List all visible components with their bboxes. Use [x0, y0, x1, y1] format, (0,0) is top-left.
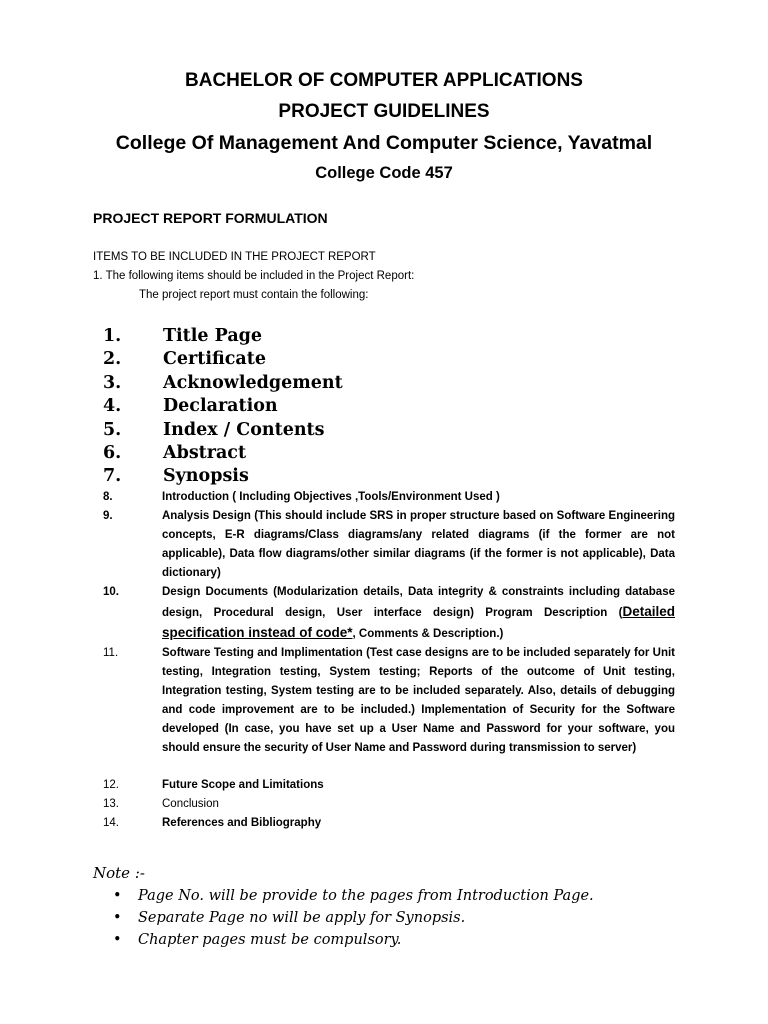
list-item [103, 420, 325, 440]
degree-title: BACHELOR OF COMPUTER APPLICATIONS [185, 70, 583, 91]
item-label: Synopsis [163, 466, 249, 486]
bullet-icon: • [113, 888, 122, 904]
item-number: 9. [103, 510, 113, 522]
item-number: 5. [103, 420, 122, 440]
intro-line-1: 1. The following items should be included in the Project Report: [93, 270, 415, 282]
item-text: Introduction ( Including Objectives ,Tools/Environment Used ) [162, 491, 500, 503]
item-label: Declaration [163, 396, 278, 416]
note-bullet [113, 888, 594, 904]
note-bullet [113, 932, 401, 948]
item-text: References and Bibliography [162, 817, 322, 829]
item-number: 6. [103, 443, 122, 463]
item-number: 13. [103, 798, 119, 810]
item-text [162, 583, 675, 644]
list-item [103, 326, 262, 346]
note-bullet-text: Page No. will be provide to the pages from Introduction Page. [138, 888, 594, 904]
item-number: 12. [103, 779, 119, 791]
item-number: 1. [103, 326, 122, 346]
item-label: Acknowledgement [163, 373, 343, 393]
item-number: 10. [103, 586, 119, 598]
item-number: 2. [103, 349, 122, 369]
list-item [103, 466, 249, 486]
list-item [103, 443, 246, 463]
item-number: 14. [103, 817, 119, 829]
note-bullet-text: Chapter pages must be compulsory. [138, 932, 402, 948]
list-item [103, 396, 278, 416]
item-number: 8. [103, 491, 113, 503]
item-label: Index / Contents [163, 420, 325, 440]
item-text-a: Design Documents (Modularization details, Data integrity & constraints including database design, Procedural design, User interface design) Program Description ( [162, 586, 675, 619]
item-text: Analysis Design (This should include SRS in proper structure based on Software Engineering concepts, E-R diagrams/Class diagrams/any related diagrams (if the former are not applicable), Data flow diagrams/other similar diagrams (if the former is not applicable), Data dictionary) [162, 510, 675, 579]
college-name: College Of Management And Computer Science, Yavatmal [115, 132, 653, 154]
item-text: Conclusion [162, 798, 219, 810]
college-code: College Code 457 [315, 164, 453, 182]
item-label: Title Page [163, 326, 263, 346]
item-number: 7. [103, 466, 122, 486]
item-label: Abstract [163, 443, 247, 463]
bullet-icon: • [113, 932, 122, 948]
guidelines-title: PROJECT GUIDELINES [278, 101, 490, 122]
list-item [103, 349, 266, 369]
item-label: Certificate [163, 349, 266, 369]
note-bullet-text: Separate Page no will be apply for Synopsis. [138, 910, 466, 926]
item-number: 11. [103, 647, 119, 659]
bullet-icon: • [113, 910, 122, 926]
item-text: Future Scope and Limitations [162, 779, 324, 791]
list-item [103, 373, 343, 393]
item-number: 3. [103, 373, 122, 393]
intro-line-2: The project report must contain the following: [139, 289, 369, 301]
item-text: Software Testing and Implimentation (Test case designs are to be included separately for Unit testing, Integration testing, System testing; Reports of the outcome of Unit testing, Integration testing, System testing are to be included separately. Also, details of debugging and code improvement are to be included.) Implementation of Security for the Software developed (In case, you have set up a User Name and Password for your software, you should ensure the security of User Name and Password during transmission to server) [162, 647, 675, 754]
item-number: 4. [103, 396, 122, 416]
emphasis-text: Detailed specification instead of code* [162, 604, 675, 640]
items-heading: ITEMS TO BE INCLUDED IN THE PROJECT REPORT [93, 251, 376, 263]
section-title: PROJECT REPORT FORMULATION [93, 210, 328, 226]
item-text-b: , Comments & Description.) [352, 628, 504, 640]
note-title: Note :- [93, 864, 145, 882]
note-bullet [113, 910, 465, 926]
